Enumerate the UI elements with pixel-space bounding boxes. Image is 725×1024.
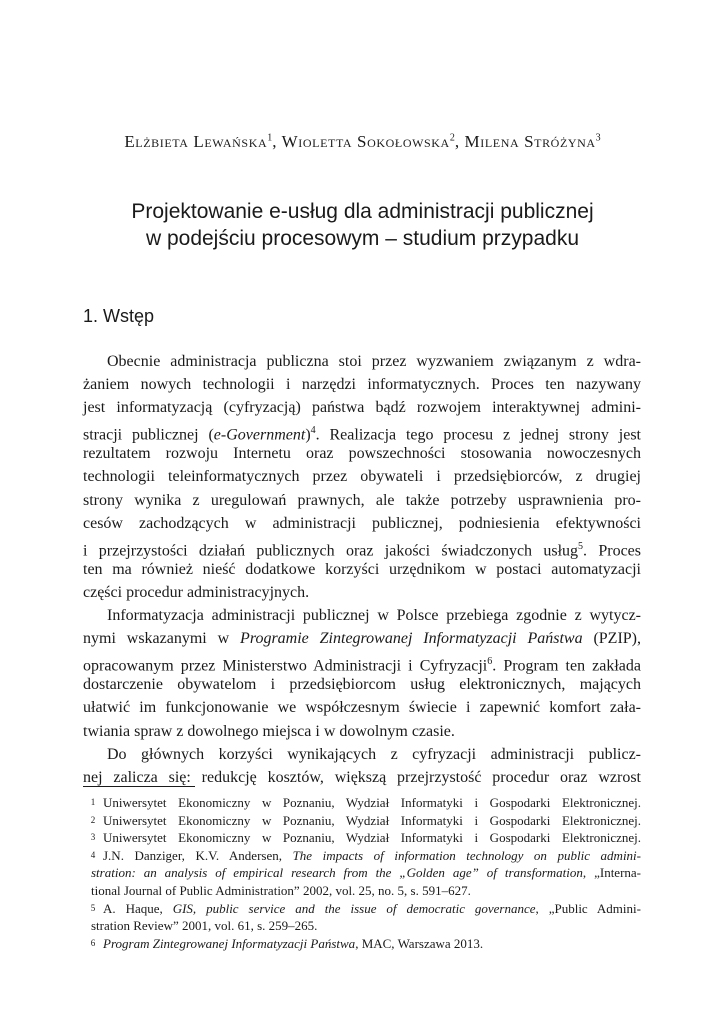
line-content (103, 935, 641, 953)
paper-title (0, 198, 725, 252)
author-separator: , (454, 132, 465, 151)
footnote-line (83, 847, 641, 865)
text-run: Programie Zintegrowanej Informatyzacji Państwa (240, 630, 583, 648)
text-run: technologii teleinformatycznych przez obywateli i przedsiębiorców, z drugiej (83, 468, 641, 486)
text-run: A. Haque, (103, 900, 173, 916)
line-content (83, 442, 641, 465)
line-content (83, 535, 641, 558)
footnote-ref: 4 (310, 425, 316, 437)
text-run: cesów zachodzących w administracji publicznej, podniesienia efektywności (83, 514, 641, 532)
text-run: ten ma również nieść dodatkowe korzyści urzędnikom w postaci automatyzacji (83, 560, 641, 578)
footnote-line (83, 935, 641, 953)
footnote-line (83, 864, 641, 882)
text-run: opracowanym przez Ministerstwo Administracji i Cyfryzacji (83, 657, 488, 675)
text-run: Informatyzacja administracji publicznej w Polsce przebiega zgodnie z wytycz- (107, 607, 641, 625)
line-content (91, 864, 641, 882)
text-run: Uniwersytet Ekonomiczny w Poznaniu, Wydział Informatyki i Gospodarki Elektronicznej. (103, 812, 641, 828)
line-content (83, 581, 641, 604)
footnotes (83, 794, 641, 952)
line-content (103, 900, 641, 918)
text-run: żaniem nowych technologii i narzędzi informatycznych. Proces ten nazywany (83, 376, 641, 394)
text-run: e-Government (213, 426, 306, 444)
author-name: Elżbieta Lewańska (124, 132, 268, 151)
text-run: stration Review” 2001, vol. 61, s. 259–265. (91, 918, 318, 934)
text-run: , MAC, Warszawa 2013. (355, 935, 484, 951)
text-run: . Proces (583, 542, 641, 560)
text-run: Do głównych korzyści wynikających z cyfryzacji administracji publicz- (107, 745, 641, 763)
line-content (103, 794, 641, 812)
author-separator: , (272, 132, 282, 151)
text-run: nej zalicza się: redukcję kosztów, większą przejrzystość procedur oraz wzrost (83, 768, 641, 786)
text-line (83, 743, 641, 766)
line-content (83, 396, 641, 419)
text-line (83, 581, 641, 604)
text-line (83, 604, 641, 627)
text-run: GIS, public service and the issue of democratic governance (172, 900, 536, 916)
line-content (83, 720, 641, 743)
text-run: . Realizacja tego procesu z jednej strony jest (315, 426, 642, 444)
text-run: stracji publicznej ( (83, 426, 214, 444)
line-content (107, 350, 641, 373)
text-run: , „Interna- (582, 865, 641, 881)
line-content (103, 829, 641, 847)
line-content (83, 696, 641, 719)
text-line (83, 512, 641, 535)
text-line (83, 489, 641, 512)
body-text (83, 350, 641, 789)
text-line (83, 535, 641, 558)
line-content (83, 489, 641, 512)
text-line (83, 627, 641, 650)
line-content (103, 847, 641, 865)
author-name: Wioletta Sokołowska (281, 132, 450, 151)
text-line (83, 442, 641, 465)
footnote-divider (83, 786, 195, 787)
text-line (83, 720, 641, 743)
author-footnote-ref: 3 (595, 132, 601, 144)
text-run: . Program ten zakłada (492, 657, 642, 675)
text-line (83, 558, 641, 581)
text-run: Program Zintegrowanej Informatyzacji Państwa (103, 935, 356, 951)
author-line (0, 132, 725, 152)
line-content (83, 650, 641, 673)
line-content (83, 673, 641, 696)
footnote-number: 3 (90, 832, 96, 843)
text-run: strony wynika z uregulowań prawnych, ale także potrzeby usprawnienia pro- (83, 491, 641, 509)
text-run: Uniwersytet Ekonomiczny w Poznaniu, Wydział Informatyki i Gospodarki Elektronicznej. (103, 795, 641, 810)
footnote-line (83, 917, 641, 935)
text-run: nymi wskazanymi w (83, 630, 241, 648)
footnote-line (83, 812, 641, 830)
line-content (91, 917, 641, 935)
line-content (83, 512, 641, 535)
text-line (83, 419, 641, 442)
text-line (83, 696, 641, 719)
title-line: w podejściu procesowym – studium przypadku (145, 227, 580, 250)
text-line (83, 373, 641, 396)
footnote-number: 5 (90, 902, 96, 913)
footnote-number: 1 (90, 797, 96, 807)
line-content (107, 604, 641, 627)
footnote-ref: 5 (578, 540, 584, 552)
line-content (83, 558, 641, 581)
text-run: J.N. Danziger, K.V. Andersen, (103, 847, 293, 863)
line-content (83, 373, 641, 396)
text-line (83, 650, 641, 673)
text-run: Uniwersytet Ekonomiczny w Poznaniu, Wydział Informatyki i Gospodarki Elektronicznej. (103, 830, 641, 846)
section-heading: 1. Wstęp (83, 306, 155, 326)
line-content (83, 419, 641, 442)
footnote-ref: 6 (487, 656, 493, 668)
text-line (83, 350, 641, 373)
text-run: The impacts of information technology on public admini- (292, 847, 641, 863)
footnote-number: 4 (90, 849, 96, 860)
footnote-line (83, 794, 641, 812)
footnote-line (83, 900, 641, 918)
footnote-line (83, 882, 641, 900)
line-content (103, 812, 641, 830)
text-line (83, 465, 641, 488)
text-run: dostarczenie obywatelom i przedsiębiorcom usług elektronicznych, mających (83, 676, 641, 694)
text-run: jest informatyzacją (cyfryzacją) państwa bądź rozwojem interaktywnej admini- (83, 399, 641, 417)
line-content (91, 882, 641, 900)
text-run: stration: an analysis of empirical research from the „Golden age” of transformation (91, 865, 583, 881)
footnote-line (83, 829, 641, 847)
text-run: ułatwić im funkcjonowanie we współczesnym świecie i zapewnić komfort zała- (83, 699, 641, 717)
line-content (83, 627, 641, 650)
text-run: rezultatem rozwoju Internetu oraz powszechności stosowania nowoczesnych (83, 445, 641, 463)
footnote-number: 6 (90, 937, 96, 948)
author-footnote-ref: 1 (267, 132, 273, 144)
author-footnote-ref: 2 (449, 132, 455, 144)
text-run: (PZIP), (582, 630, 642, 648)
footnote-number: 2 (90, 814, 96, 825)
text-run: Obecnie administracja publiczna stoi przez wyzwaniem związanym z wdra- (107, 353, 641, 370)
text-run: twiania spraw z dowolnego miejsca i w dowolnym czasie. (83, 722, 455, 740)
line-content (83, 465, 641, 488)
text-run: tional Journal of Public Administration” 2002, vol. 25, no. 5, s. 591–627. (91, 882, 471, 898)
text-run: i przejrzystości działań publicznych oraz jakości świadczonych usług (83, 542, 579, 560)
text-run: , „Public Admini- (535, 900, 641, 916)
text-line (83, 673, 641, 696)
text-run: ) (305, 426, 311, 444)
line-content (107, 743, 641, 766)
text-line (83, 396, 641, 419)
text-run: części procedur administracyjnych. (83, 583, 310, 601)
author-name: Milena Stróżyna (464, 132, 596, 151)
title-line: Projektowanie e-usług dla administracji publicznej (131, 200, 594, 223)
